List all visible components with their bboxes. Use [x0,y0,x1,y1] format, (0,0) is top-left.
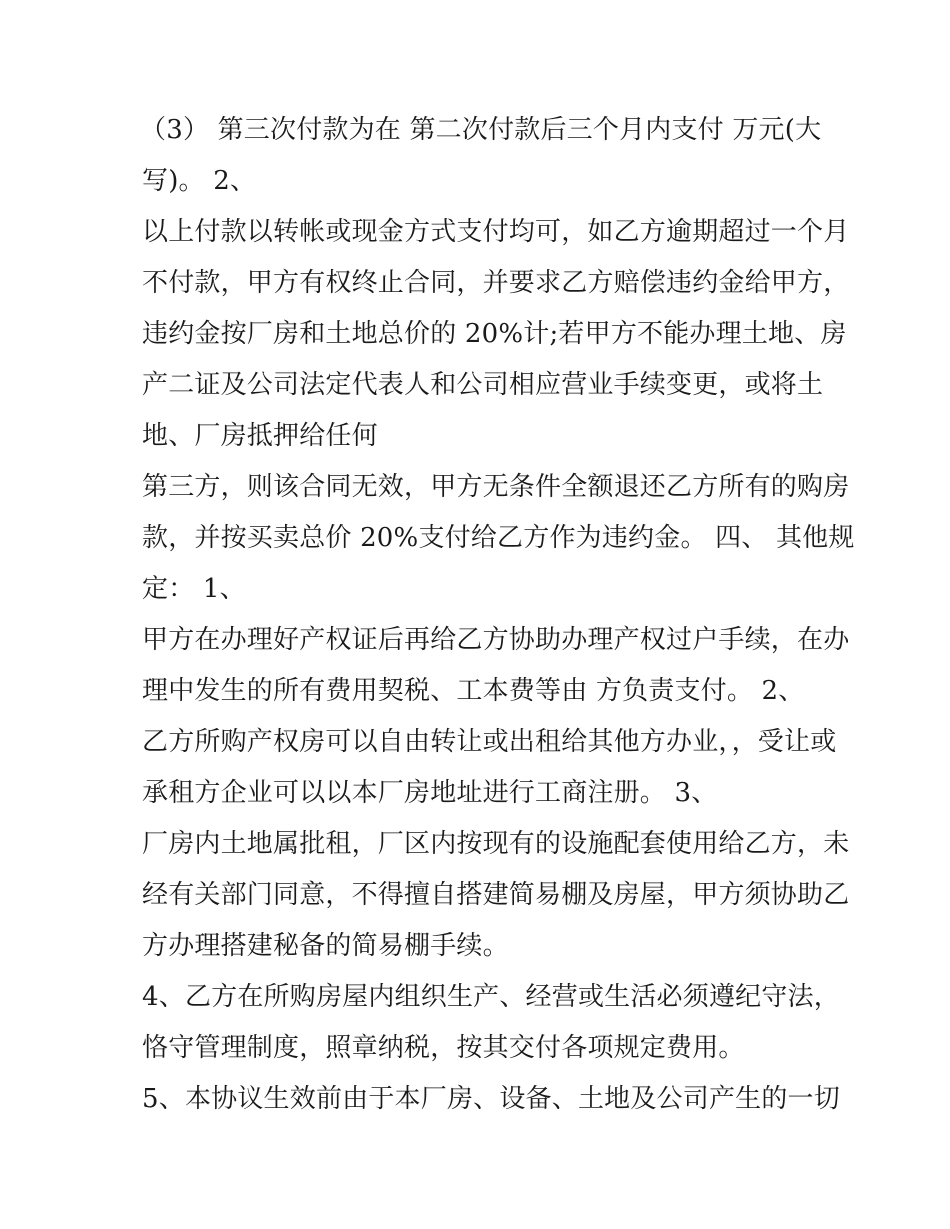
text-line: （3） 第三次付款为在 第二次付款后三个月内支付 万元(大 [140,115,822,145]
text-line: 承租方企业可以以本厂房地址进行工商注册。 3、 [142,778,718,808]
text-line: 方办理搭建秘备的简易棚手续。 [142,931,509,961]
text-line: 乙方所购产权房可以自由转让或出租给其他方办业，，受让或 [142,727,837,757]
text-line: 写)。 2、 [142,166,257,196]
text-line: 违约金按厂房和土地总价的 20%计;若甲方不能办理土地、房 [142,319,847,349]
text-line: 厂房内土地属批租，厂区内按现有的设施配套使用给乙方，未 [142,829,850,859]
text-line: 以上付款以转帐或现金方式支付均可，如乙方逾期超过一个月 [142,217,850,247]
text-line: 恪守管理制度，照章纳税，按其交付各项规定费用。 [142,1033,745,1063]
text-line: 款，并按买卖总价 20%支付给乙方作为违约金。 四、 其他规 [142,523,855,553]
text-line: 4、乙方在所购房屋内组织生产、经营或生活必须遵纪守法， [142,982,840,1012]
text-line: 5、本协议生效前由于本厂房、设备、土地及公司产生的一切 [142,1084,840,1114]
text-line: 第三方，则该合同无效，甲方无条件全额退还乙方所有的购房 [142,472,850,502]
text-line: 甲方在办理好产权证后再给乙方协助办理产权过户手续，在办 [142,625,850,655]
text-line: 产二证及公司法定代表人和公司相应营业手续变更，或将土 [142,370,824,400]
text-line: 理中发生的所有费用契税、工本费等由 方负责支付。 2、 [142,676,805,706]
text-line: 定： 1、 [142,574,246,604]
text-line: 地、厂房抵押给任何 [142,421,378,451]
text-line: 不付款，甲方有权终止合同，并要求乙方赔偿违约金给甲方， [142,268,850,298]
text-line: 经有关部门同意，不得擅自搭建简易棚及房屋，甲方须协助乙 [142,880,850,910]
